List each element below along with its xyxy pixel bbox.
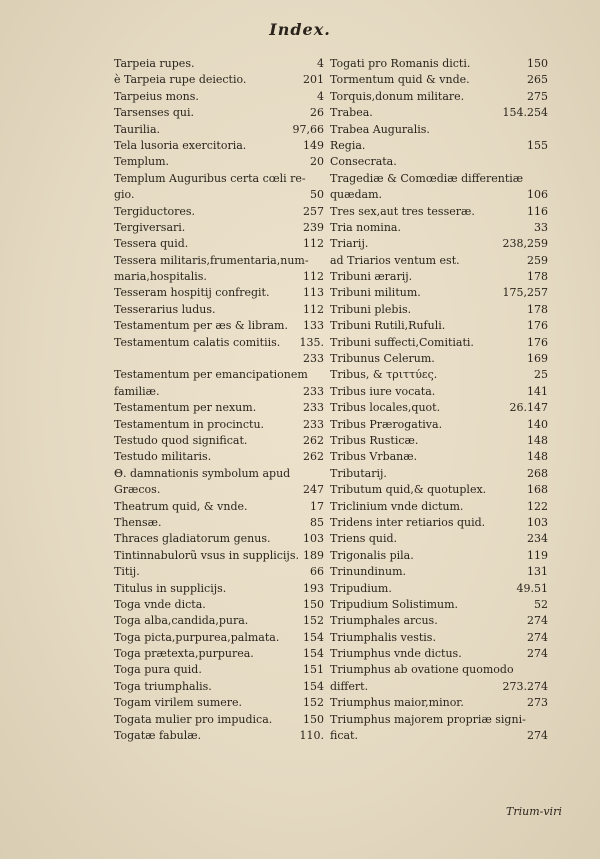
page-reference: 175,257 [502,286,548,300]
page-reference: 274 [527,630,548,644]
index-term: Tribus locales,quot. [330,401,441,415]
page-reference: 274 [527,647,548,661]
index-entry [330,302,548,318]
index-term: Tribuni Rutili,Rufuli. [330,319,446,333]
index-entry [330,531,548,547]
index-term: Thraces gladiatorum genus. [114,532,271,546]
index-term: Triarij. [330,237,369,251]
index-entry [330,335,548,351]
page-reference: 116 [527,204,548,218]
index-entry [114,187,330,203]
page-reference: 148 [527,450,548,464]
page-reference: 233 [303,417,324,431]
page-reference: 155 [527,138,548,152]
page-reference: 112 [303,270,324,284]
index-term: Torquis,donum militare. [330,89,465,103]
page-reference: 110. [299,729,324,743]
index-entry [114,613,330,629]
index-term: gio. [114,188,135,202]
index-entry [114,56,330,72]
index-term: Triumphus vnde dictus. [330,647,462,661]
index-term: Trigonalis pila. [330,548,414,562]
page-reference: 149 [303,138,324,152]
index-term: Thensæ. [114,515,162,529]
page-reference: 154 [303,679,324,693]
index-entry [114,269,330,285]
index-term: Templum Auguribus certa cœli re- [114,171,306,185]
page-reference: 262 [303,450,324,464]
index-entry [114,154,330,170]
page-reference: 233 [303,401,324,415]
index-entry [330,499,548,515]
page-reference: 274 [527,729,548,743]
index-entry [114,515,330,531]
page-reference: 257 [303,204,324,218]
index-entry [114,105,330,121]
page-reference: 154 [303,647,324,661]
page-reference: 112 [303,237,324,251]
index-term: Tessera militaris,frumentaria,num- [114,253,309,267]
page-reference: 97,66 [292,122,324,136]
index-term: Titulus in supplicijs. [114,581,227,595]
page-reference: 106 [527,188,548,202]
index-term: Tarpeia rupes. [114,57,195,70]
index-term: Regia. [330,138,366,152]
page-reference: 151 [303,663,324,677]
index-term: Triumphus maior,minor. [330,696,464,710]
index-term: Tarsenses qui. [114,106,194,120]
index-term: Tarpeius mons. [114,89,199,103]
index-term: Toga triumphalis. [114,679,212,693]
page-reference: 4 [317,89,324,103]
page-reference: 141 [527,384,548,398]
index-entry [330,597,548,613]
index-term: Tergiversari. [114,220,186,234]
index-term: ad Triarios ventum est. [330,253,460,267]
index-entry [114,482,330,498]
index-term: Testudo militaris. [114,450,212,464]
page-reference: 176 [527,319,548,333]
index-entry [114,72,330,88]
left-index-column [114,56,330,744]
page-reference: 150 [303,712,324,726]
page-reference: 85 [310,515,324,529]
page-reference: 66 [310,565,324,579]
index-entry [114,679,330,695]
index-term: differt. [330,679,369,693]
index-term: Tribus Vrbanæ. [330,450,418,464]
index-entry [330,105,548,121]
index-entry [330,56,548,72]
index-term: maria,hospitalis. [114,270,207,284]
index-entry [330,72,548,88]
index-entry [330,220,548,236]
index-term: Toga vnde dicta. [114,597,206,611]
index-entry [330,417,548,433]
index-term: Toga picta,purpurea,palmata. [114,630,280,644]
index-term: Tela lusoria exercitoria. [114,138,247,152]
index-term: Tribus Prærogativa. [330,417,443,431]
page-reference: 189 [303,548,324,562]
index-term: Tessera quid. [114,237,189,251]
index-term: Triumphales arcus. [330,614,438,628]
page-reference: 265 [527,73,548,87]
page-reference: 178 [527,302,548,316]
index-term: Togatæ fabulæ. [114,729,202,743]
index-entry [330,728,548,744]
page-reference: 152 [303,614,324,628]
index-term: Tributum quid,& quotuplex. [330,483,487,497]
index-entry [114,728,330,744]
index-entry [330,154,548,170]
index-term: Theatrum quid, & vnde. [114,499,248,513]
index-term: Tintinnabulorũ vsus in supplicijs. [114,548,299,562]
index-term: Testamentum in procinctu. [114,417,265,431]
page-reference: 233 [303,384,324,398]
index-entry [114,318,330,334]
page-reference: 4 [317,57,324,70]
index-entry [114,630,330,646]
index-term: Tribuni ærarij. [330,270,413,284]
page-reference: 52 [534,597,548,611]
page-reference: 150 [303,597,324,611]
index-term: Triclinium vnde dictum. [330,499,464,513]
index-term: familiæ. [114,384,160,398]
index-entry [330,187,548,203]
index-term: Toga pura quid. [114,663,202,677]
index-entry [114,417,330,433]
index-entry [114,122,330,138]
index-term: Tergiductores. [114,204,196,218]
page-reference: 168 [527,483,548,497]
index-entry [330,384,548,400]
index-term: ficat. [330,729,358,743]
index-term: Θ. damnationis symbolum apud [114,466,291,480]
index-entry [114,384,330,400]
index-entry [330,548,548,564]
index-term: Testamentum per emancipationem [114,368,308,382]
page-reference: 49.51 [516,581,548,595]
index-entry [114,253,330,269]
index-entry [330,236,548,252]
page-reference: 112 [303,302,324,316]
index-term: Togati pro Romanis dicti. [330,57,471,70]
index-term: Testudo quod significat. [114,433,248,447]
page-reference: 113 [303,286,324,300]
page-reference: 119 [527,548,548,562]
index-entry [114,236,330,252]
index-term: Tres sex,aut tres tesseræ. [330,204,475,218]
page-reference: 20 [310,155,324,169]
index-term: Triumphus majorem propriæ signi- [330,712,526,726]
page-reference: 275 [527,89,548,103]
page-reference: 176 [527,335,548,349]
index-term: Tribuni suffecti,Comitiati. [330,335,474,349]
page-reference: 25 [534,368,548,382]
page-reference: 273 [527,696,548,710]
page-header: Index. [269,20,331,39]
index-term: Consecrata. [330,155,397,169]
index-term: Triumphalis vestis. [330,630,436,644]
index-entry [330,564,548,580]
page-reference: 169 [527,352,548,366]
index-entry [330,367,548,383]
index-entry [114,581,330,597]
catchword: Trium-viri [506,805,562,818]
index-term: Tragediæ & Comœdiæ differentiæ [330,171,524,185]
index-term: Togam virilem sumere. [114,696,243,710]
index-entry [330,466,548,482]
index-term: Græcos. [114,483,161,497]
index-term: Trabea. [330,106,373,120]
index-entry [330,122,548,138]
index-term: Tribus Rusticæ. [330,433,419,447]
index-term: Togata mulier pro impudica. [114,712,273,726]
page-reference: 273.274 [502,679,548,693]
page-reference: 150 [527,57,548,70]
index-term: Tripudium. [330,581,392,595]
index-term: Tormentum quid & vnde. [330,73,470,87]
page-reference: 26 [310,106,324,120]
index-entry [330,433,548,449]
index-entry [114,695,330,711]
index-term: Trinundinum. [330,565,407,579]
page-reference: 33 [534,220,548,234]
index-entry [330,581,548,597]
index-entry [114,564,330,580]
page-reference: 274 [527,614,548,628]
index-entry [330,89,548,105]
page-reference: 152 [303,696,324,710]
page-reference: 239 [303,220,324,234]
index-entry [330,400,548,416]
index-term: Tribuni militum. [330,286,421,300]
index-entry [114,433,330,449]
page-reference: 133 [303,319,324,333]
index-entry [114,367,330,383]
right-index-column [330,56,548,744]
index-entry [114,531,330,547]
page-reference: 103 [527,515,548,529]
page-reference: 140 [527,417,548,431]
index-entry [114,204,330,220]
index-entry [114,285,330,301]
index-term: Tribus, & τριττύες. [330,368,438,382]
index-entry [330,646,548,662]
page-reference: 268 [527,466,548,480]
index-entry [114,662,330,678]
page-reference: 193 [303,581,324,595]
page-reference: 148 [527,433,548,447]
index-entry [114,499,330,515]
index-term: Toga alba,candida,pura. [114,614,249,628]
index-term: Toga prætexta,purpurea. [114,647,254,661]
index-term: Trabea Auguralis. [330,122,430,136]
index-entry [330,695,548,711]
page-reference: 247 [303,483,324,497]
index-term: Testamentum per nexum. [114,401,257,415]
page-reference: 122 [527,499,548,513]
index-term: Tripudium Solistimum. [330,597,459,611]
index-entry [330,712,548,728]
index-entry [114,466,330,482]
index-entry [330,515,548,531]
page-reference: 103 [303,532,324,546]
page-reference: 178 [527,270,548,284]
index-entry [330,449,548,465]
page-reference: 154 [303,630,324,644]
index-term: Taurilia. [114,122,160,136]
page-reference: 50 [310,188,324,202]
index-term: Tribus iure vocata. [330,384,436,398]
page-reference: 233 [303,352,324,366]
index-term: Tributarij. [330,466,387,480]
index-term: Titij. [114,565,140,579]
page-reference: 238,259 [502,237,548,251]
index-term: è Tarpeia rupe deiectio. [114,73,247,87]
index-entry [330,482,548,498]
index-term: Triens quid. [330,532,398,546]
index-entry [330,351,548,367]
index-entry [330,269,548,285]
index-term: Tria nomina. [330,220,401,234]
index-entry [114,646,330,662]
index-term: Tridens inter retiarios quid. [330,515,486,529]
index-entry [330,630,548,646]
index-entry [114,138,330,154]
page-reference: 201 [303,73,324,87]
index-term: Tesserarius ludus. [114,302,216,316]
index-term: Tesseram hospitij confregit. [114,286,270,300]
index-entry [330,662,548,678]
page-reference: 154.254 [502,106,548,120]
index-term: quædam. [330,188,382,202]
page-reference: 135. [299,335,324,349]
index-entry [114,351,330,367]
index-entry [330,613,548,629]
page-reference: 259 [527,253,548,267]
page-reference: 262 [303,433,324,447]
index-entry [330,138,548,154]
index-entry [114,89,330,105]
index-entry [114,449,330,465]
page-reference: 26.147 [509,401,548,415]
index-entry [330,679,548,695]
index-entry [114,712,330,728]
page-reference: 131 [527,565,548,579]
index-entry [330,204,548,220]
index-entry [330,285,548,301]
index-term: Triumphus ab ovatione quomodo [330,663,514,677]
index-entry [114,335,330,351]
index-entry [114,597,330,613]
index-entry [330,318,548,334]
index-term: Testamentum per æs & libram. [114,319,288,333]
index-term: Tribuni plebis. [330,302,412,316]
index-entry [114,400,330,416]
index-entry [330,253,548,269]
index-term: Templum. [114,155,169,169]
index-entry [114,548,330,564]
index-entry [114,302,330,318]
page-reference: 17 [310,499,324,513]
index-term: Tribunus Celerum. [330,352,435,366]
index-entry [330,171,548,187]
index-term: Testamentum calatis comitiis. [114,335,281,349]
index-entry [114,220,330,236]
index-entry [114,171,330,187]
page-reference: 234 [527,532,548,546]
